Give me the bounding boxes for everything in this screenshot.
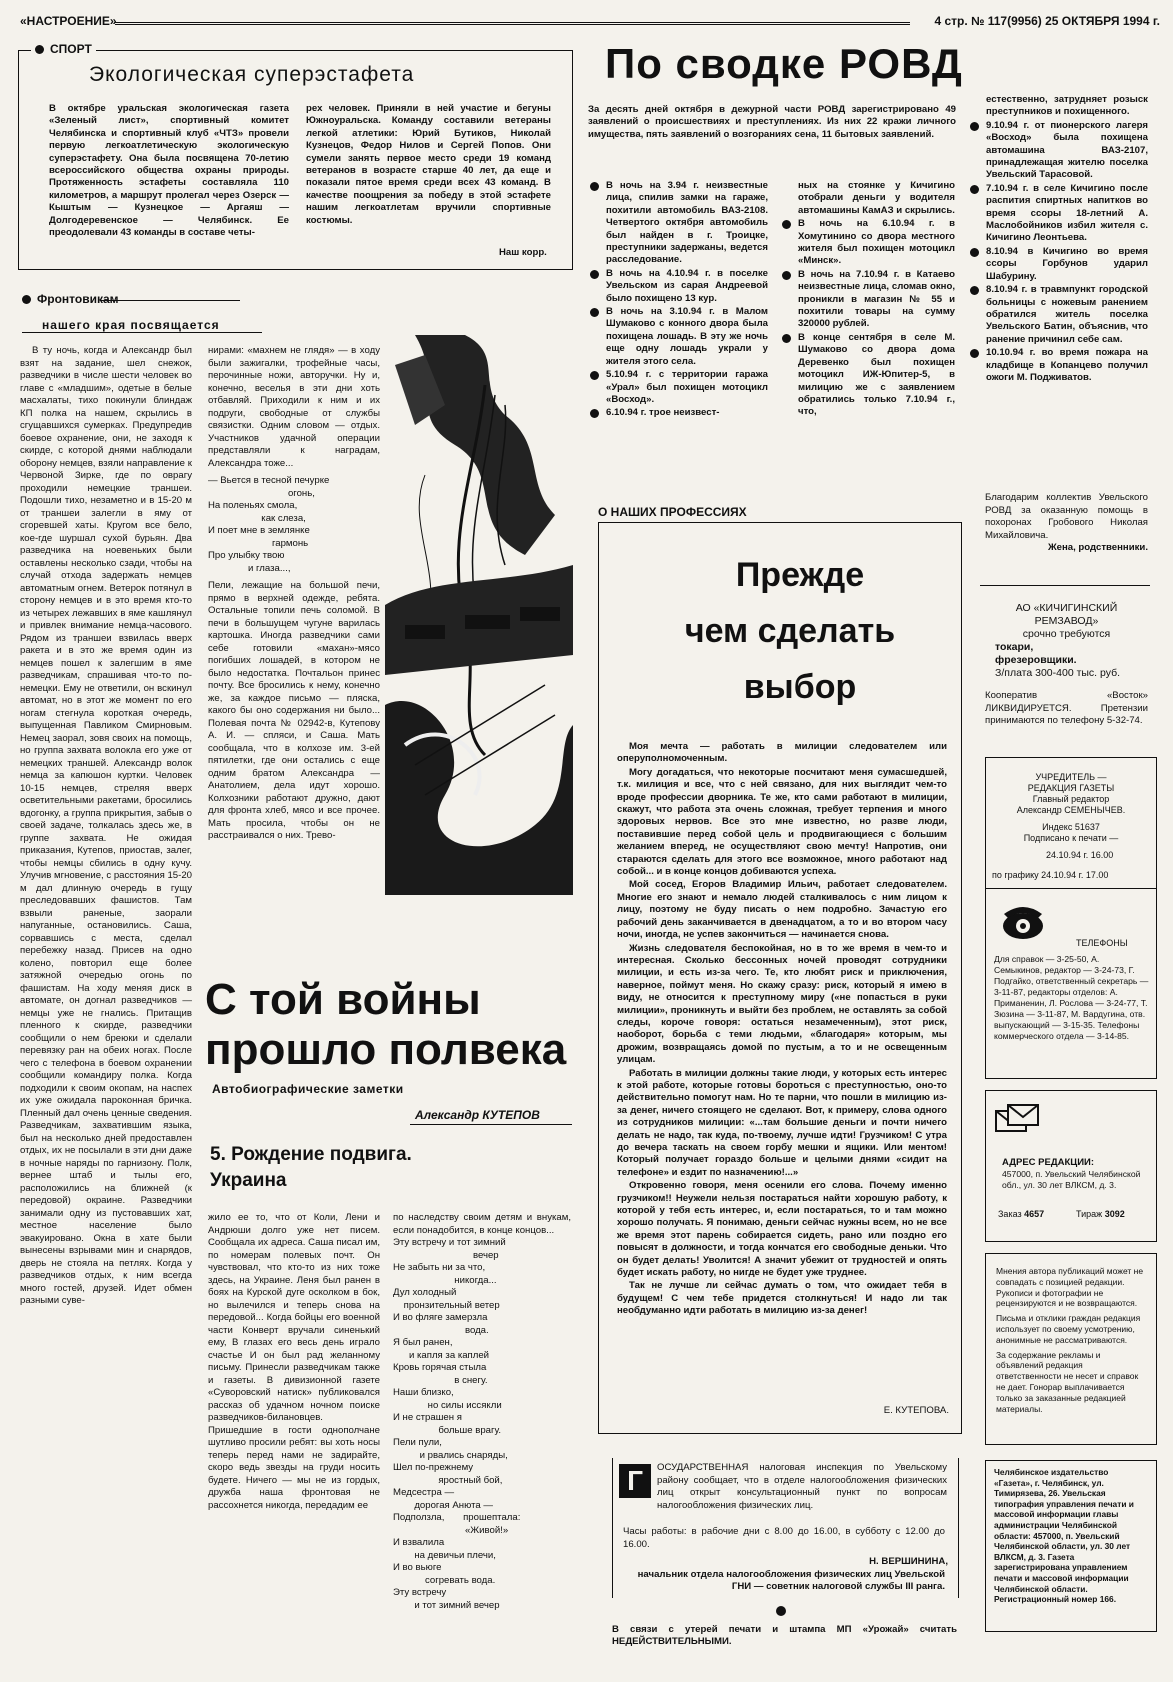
envelope-icon (994, 1103, 1040, 1137)
prof-title: Прежде чем сделать выбор (684, 556, 896, 706)
printer-box (985, 1460, 1157, 1632)
rovd-item: 8.10.94 г. в травмпункт городской больницы с ножевым ранением обратился житель поселка Увельского Батин, объяснив, что ранение причинил себе сам. (968, 284, 1148, 346)
order-info: Заказ 4657 (998, 1209, 1045, 1219)
prof-box (598, 522, 962, 1434)
front-col2a: нирами: «махнем не глядя» — в ходу были зажигалки, трофейные часы, перочинные ножи, авторучки. Ну и, конечно, веселья в эти дни хоть отбавляй. Приходили к ним и их подруги, свободные от службы связистки. Одним словом — отдых. Участников удачной операции представляли к наградам, Александра тоже... (208, 345, 380, 469)
masthead-rule (115, 22, 910, 25)
telephone-icon (1000, 900, 1046, 940)
rubric-rule (100, 300, 240, 301)
rovd-col3 (968, 94, 1148, 385)
sport-box (18, 42, 573, 270)
front-title-2: прошло полвека (205, 1025, 567, 1074)
rovd-item: 6.10.94 г. трое неизвест- (588, 407, 768, 419)
rubric-rule (22, 332, 262, 333)
bullet-icon (22, 295, 31, 304)
front-col2b: Пели, лежащие на большой печи, прямо в верхней одежде, ребята. Остальные топили печь соломой. В печи в большущем чугуне варилась картошка. Иногда разведчики сами себе готовили «махан»-мясо погибших лошадей, в котором не было недостатка. Почтальон принес почту. Все бросились к нему, конечно же, за каждое письмо — пляска, какого бы оно содержания ни было... Полевая почта № 02942-в, Кутепову А. И. — спляси, и Саша. Мать сообщала, что в колхозе им. 3-ей пятилетки, где они остались с еще одним братом Александра — Анатолием, дела идут хорошо. Колхозники работают дружно, дают для фронта хлеб, мясо и все прочее. Мать просила, чтобы он не расстраивался о них. Трево- (208, 580, 380, 841)
tax-sign-name: Н. ВЕРШИНИНА, (869, 1556, 948, 1567)
front-col1: В ту ночь, когда и Александр был взят на задание, шел снежок, разведчики в числе шести человек во главе с «младшим», одетые в белые масхалаты, тихо покинули блиндаж КП полка на нашем, скрылись в сгущавшихся сумерках. Предупредив боевое охранение, они, не заходя к скирде, с которой днями наблюдали оборону немцев, взяли направление к Червоной Зирке, где по оврагу проходили немецкие траншеи. Подошли тихо, незаметно и в 15-20 м от траншеи залегли в яму от сгоревшей хаты. Кругом все бело, кое-где шуршал сухой бурьян. Два разведчика на ноевеньких были оставлены несколько сзади, чтобы на случай отхода задержать немцев автоматным огнем. Ветерок потянул в сторону немцев и в это время кто-то из четырех лежавших в яме кашлянул и привлек внимание немца-часового. Рядом из траншеи взвилась вверх ракета и в это же время один из немцев пошел к залегшим в яме разведчикам, спрашивая что-то по-немецки. Ему не ответили, он вскинул автомат, но в этот же момент по его ногам стегнула короткая очередь, выпущенная Павликом Смирновым. Немец заорал, зовя своих на помощь, но группа захвата волокла его уже от немецких траншей. Александр волок немца за капюшон куртки. Человек 10-15 немцев, стреляя вверх осветительными ракетами, бросились вдогонку, а группа прикрытия, забыв о своей задаче, толкалась здесь же, в группе захвата. Не ожидая приказания, Кутепов, приостав, залег, чтобы немцы сбились в одну кучу. Улучив мгновение, с расстояния 15-20 м дал длинную очередь в гущу преследовавших фашистов. Там взвыли раненые, заорали напуганные, остановились. Саша, сорвавшись с места, сделал перебежку назад. Присев на одно колено, повторил еще более затяжной очередью огонь по фашистам. На ходу меняя диск в автомате, он догнал разведчиков — немцы уже не гнались. Притащив пленного к скирде, разведчики сообщили о нем бреюки и сделали перевязку ран на обеих ногах. После чего с телефона в боевом охранении сообщили командиру полка. Когда подходили к своим окопам, на наспех их уже ожидала пароконная бричка. Пленный дал очень ценные сведения. Разведчикам, захватившим языка, был на несколько дней предоставлен отдых, их не посылали в эти дни даже в ночные наряды по гарнизону. Полк, вернее штаб и тылы его, расположились на ближней (к передовой) окраине. Разведчики занимали одну из пустовавших хат, местное население было эвакуировано. Окна в хате были вынесены взрывами мин и снарядов, дверь не стояла на петлях. Когда у разведчиков отдых, к ним всегда много гостей, друзей. Идет обмен разными суве- (20, 345, 192, 1306)
sport-rubric: СПОРТ (31, 42, 96, 56)
front-verse1: — Вьется в тесной печурке огонь, На поленьях смола, как слеза, И поет мне в землянке гармонь Про улыбку твою и глаза..., (208, 475, 330, 574)
paper-name: «НАСТРОЕНИЕ» (20, 14, 117, 28)
bullet-icon (35, 45, 44, 54)
founder-box (985, 757, 1157, 1079)
front-chapter: 5. Рождение подвига. Украина (210, 1144, 412, 1191)
issue-info: 4 стр. № 117(9956) 25 ОКТЯБРЯ 1994 г. (934, 14, 1160, 28)
rovd-col1 (588, 180, 768, 421)
rovd-item: 8.10.94 в Кичигино во время ссоры Горбунов ударил Шабурину. (968, 246, 1148, 283)
rovd-item: 7.10.94 г. в селе Кичигино после распития спиртных напитков во время ссоры 18-летний А. Маслобойников избил жителя с. Кичигино Леонтьева. (968, 183, 1148, 245)
front-col4 (393, 1212, 571, 1612)
run-info: Тираж 3092 (1076, 1209, 1125, 1219)
ad-box: АО «КИЧИГИНСКИЙ РЕМЗАВОД» срочно требуются токари, фрезеровщики. З/плата 300-400 тыс. руб. Кооператив «Восток» ЛИКВИДИРУЕТСЯ. Претензии принимаются по телефону 5-32-74. (985, 602, 1148, 726)
sidebar-rule (980, 585, 1150, 586)
sport-col2: рех человек. Приняли в ней участие и бегуны Южноуральска. Команду составили ветераны легкой атлетики: Юрий Бутиков, Николай Кузнецов, Федор Нилов и Сергей Попов. Они сумели занять первое место среди 19 команд ветеранов в возрасте старше 40 лет, да еще и показали пятое время среди всех 43 команд. В качестве поощрения за победу в этой эстафете нашим легкоатлетам вручили спортивные костюмы. (306, 103, 551, 226)
phones-title: ТЕЛЕФОНЫ (1076, 938, 1128, 948)
bullet-icon (776, 1606, 786, 1616)
masthead-strip (20, 14, 1160, 30)
front-col4-text: по наследству своим детям и внукам, если понадобится, в конце концов... (393, 1212, 571, 1236)
founder-divider (986, 888, 1156, 889)
sport-sign: Наш корр. (499, 247, 547, 258)
stamp-notice: В связи с утерей печати и штампа МП «Урожай» считать НЕДЕЙСТВИТЕЛЬНЫМИ. (612, 1624, 957, 1648)
address-title: АДРЕС РЕДАКЦИИ: (1002, 1157, 1095, 1168)
prof-sign: Е. КУТЕПОВА. (883, 1405, 949, 1416)
front-headline (205, 975, 575, 1075)
rovd-col2 (780, 180, 955, 420)
rovd-item: В ночь на 7.10.94 г. в Катаево неизвестные лица, сломав окно, проникли в магазин № 55 и похитили товары на сумму 320000 рублей. (780, 269, 955, 331)
rovd-list (968, 120, 1148, 385)
author-rule (410, 1124, 572, 1125)
tax-hours: Часы работы: в рабочие дни с 8.00 до 16.00, в субботу с 12.00 до 16.00. (623, 1526, 945, 1550)
war-illustration-graphic (385, 325, 573, 895)
founder-lines: УЧРЕДИТЕЛЬ — РЕДАКЦИЯ ГАЗЕТЫ Главный редактор Александр СЕМЕНЫЧЕВ. Индекс 51637 Подписано к печати — (1016, 772, 1126, 843)
phones-list: Для справок — 3-25-50, А. Семыкинов, редактор — 3-24-73, Г. Подгайко, ответственный секретарь — 3-11-87, редакторы отделов: А. Приманенин, Л. Рослова — 3-24-77, Т. Зюзина — 3-11-87, М. Вардугина, отв. выпускающий — 3-15-35. Телефоны коммерческого отдела — 3-14-85. (994, 954, 1149, 1041)
tax-sign-role: начальник отдела налогообложения физических лиц Увельской ГНИ — советник налоговой службы III ранга. (637, 1569, 945, 1593)
founder-sched2: по графику 24.10.94 г. 17.00 (992, 870, 1109, 880)
rovd-item: 10.10.94 г. во время пожара на кладбище в Копанцево получил ожоги М. Подживатов. (968, 347, 1148, 384)
rovd-item: В конце сентября в селе М. Шумаково со двора дома Деревенко был похищен мотоцикл ИЖ-Юпитер-5, в милицию же с заявлением обратились только 7.10.94 г., что, (780, 332, 955, 419)
rovd-item: В ночь на 6.10.94 г. в Хомутинино со двора местного жителя был похищен мотоцикл «Минск». (780, 218, 955, 268)
printer-text: Челябинское издательство «Газета», г. Челябинск, ул. Тимирязева, 26. Увельская типография управления печати и массовой информации главы администрации Челябинской области: 457000, п. Увельский Челябинской области, ул. 30 лет ВЛКСМ, д. 3. Газета зарегистрирована управлением печати и массовой информации Челябинской области. Регистрационный номер 166. (994, 1467, 1134, 1605)
sport-title: Экологическая суперэстафета (89, 63, 415, 86)
front-rubric-2: нашего края посвящается (42, 318, 220, 332)
front-col3: жило ее то, что от Коли, Лени и Андрюши долго уже нет писем. Сообщала их адреса. Саша писал им, по номерам полевых почт. Он чувствовал, что кто-то из них тоже здесь, на Украине. Леня был ранен в боях на Курской дуге осколком в бок, но вылечился и теперь снова на передовой... Когда бойцы его военной части Конверт вручали синенький ему, В глазах его весь день играло счастье И он был рад желанному письму. Принесли разведчикам также и газеты. В дивизионной газете «Суворовский натиск» публиковался рассказ об удачном ночном поиске разведчиков-билановцев. Пришедшие в гости однополчане шутливо просили ребят: вы хоть носы теперь перед нами не задирайте, скоро ведь звезды на груди носить будете. Ничего — мы не из гордых, дружба наша фронтовая не рассохнется никогда, передадим ее (208, 1212, 380, 1511)
address-box (985, 1090, 1157, 1242)
rovd-title: По сводке РОВД (605, 40, 963, 87)
rovd-item: 9.10.94 г. от пионерского лагеря «Восход» была похищена автомашина ВАЗ-2107, принадлежащая жителю поселка Увельский Тарасовой. (968, 120, 1148, 182)
disclaimer-text: Мнения автора публикаций может не совпадать с позицией редакции. Рукописи и фотографии не рецензируются и не возвращаются. Письма и отклики граждан редакция использует по своему усмотрению, анонимные не рассматриваются. За содержание рекламы и объявлений редакция ответственности не несет и справок не дает. Гонорар выплачивается только за заказанные редакцией материалы. (996, 1266, 1144, 1414)
war-illustration (385, 325, 573, 895)
front-verse2: Эту встречу и тот зимний вечер Не забыть ни за что, никогда... Дул холодный пронзительный ветер И во фляге замерзла вода. Я был ранен, и капля за каплей Кровь горячая стыла в снегу. Наши близко, но силы иссякли И не страшен я больше врагу. Пели пули, и рвались снаряды, Шел по-прежнему яростный бой, Медсестра — дорогая Анюта — Подползла, прошептала: «Живой!» И взвалила на девичьи плечи, И во вьюге согревать вода. Эту встречу и тот зимний вечер (393, 1237, 521, 1611)
rovd-continuation: ных на стоянке у Кичигино отобрали деньги у водителя автомашины КамАЗ и скрылись. (798, 180, 955, 216)
dropcap: Г (619, 1464, 651, 1498)
front-title-1: С той войны (205, 975, 481, 1024)
rovd-intro: За десять дней октября в дежурной части РОВД зарегистрировано 49 заявлений о происшествиях и преступлениях. Из них 22 кражи личного имущества, пять заявлений о возгораниях сена, 11 бытовых заявлений. (588, 104, 956, 140)
thanks-notice: Благодарим коллектив Увельского РОВД за оказанную помощь в похоронах Гробового Николая Михайловича. Жена, родственники. (985, 492, 1148, 553)
tax-text: ОСУДАРСТВЕННАЯ налоговая инспекция по Увельскому району сообщает, что в отделе налогообложения физических лиц открыт консультационный пункт по вопросам налогообложения физических лиц. (657, 1462, 947, 1511)
front-author: Александр КУТЕПОВ (415, 1108, 540, 1122)
front-rubric: Фронтовикам (22, 292, 119, 306)
rovd-item: В ночь на 3.10.94 г. в Малом Шумаково с конного двора была похищена лошадь. В эту же ночь еще одну лошадь украли у жителя этого села. (588, 306, 768, 368)
rovd-continuation: естественно, затрудняет розыск преступников и похищенного. (986, 94, 1148, 118)
rovd-item: 5.10.94 г. с территории гаража «Урал» был похищен мотоцикл «Восход». (588, 369, 768, 406)
prof-text: Моя мечта — работать в милиции следователем или оперуполномоченным. Могу догадаться, что некоторые посчитают меня сумасшедшей, т.к. милиция и все, что с ней связано, для них выглядит чем-то вроде профессии дворника. Те же, кто сами работают в милиции, скажут, что работа эта очень сложная, требует терпения и много здоровых нервов. Все это мне известно, но разве люди, поставившие перед собой цель и продвигающиеся с большим желанием вперед, не осуществляют свою мечту! Напротив, они стараются сделать для этого все возможное, много работают над собой... и в конце концов добиваются успеха. Мой сосед, Егоров Владимир Ильич, работает следователем. Многие его знают и немало людей сталкивалось с ним лицом к лицу, поэтому не буду писать о нем подробно. Зачастую его рабочий день заканчивается в двенадцатом, а то и во втором часу ночи, иногда, не успев закончиться — начинается снова. Жизнь следователя беспокойная, но в то же время в чем-то и интересная. Сколько бессонных ночей проводят сотрудники милиции, и есть из-за чего. Те, кто любят риск и приключения, наверное, поймут меня. Но скажу сразу: риск, который я имею в виду, не относится к преступному миру («не попасться в руки милиции», проникнуть и выйти без проблем, не оставлять за собой следы, короче говоря: остаться незамеченным), этот риск, наоборот, борьба с теми людьми, «благодаря» которым, мы дрожим, возвращаясь домой по пустым, а то и не освещенным улицам. Работать в милиции должны такие люди, у которых есть интерес к этой работе, которые готовы бороться с преступностью, оно-то действительно помогут нам. Но те парни, что пошли в милицию из-за денег, ничего стоящего не сделают. Вот, к примеру, слова одного из сотрудников милиции: «...там большие деньги и почти ничего делать не надо, так куда, по-твоему, лучше идти! Грузчиком! С утра до вечера таскать на своем горбу мешки и ящики. Или ментом! Который получает гораздо больше и целыми днями «сидит на телефоне» и ездит по назначению!...» Откровенно говоря, меня осенили его слова. Почему именно грузчиком!! Неужели нельзя постараться найти хорошую работу, к которой у тебя есть интерес, и, если постараться, то и там можно хорошо получать. Я понимаю, деньги сейчас нужны всем, но не все же время этот парень собирается сидеть, рано или поздно его повысят в должности, и тогда кончатся его свободные деньки. Что он будет делать! Уволится! А значит убежит от трудностей и опять будет искать работу, но нигде не будет уже труднее. Так не лучше ли сейчас думать о том, что ожидает тебя в будущем! С чем тебе придется столкнуться! И надо ли так необдуманно идти работать в милицию из-за денег! (617, 741, 947, 1317)
tax-notice (612, 1458, 959, 1598)
rovd-list (780, 218, 955, 419)
rovd-item: В ночь на 4.10.94 г. в поселке Увельском из сарая Андреевой было похищено 13 кур. (588, 268, 768, 305)
disclaimer-box (985, 1253, 1157, 1445)
sport-col1: В октябре уральская экологическая газета «Зеленый лист», спортивный комитет Челябинска и спортивный клуб «ЧТЗ» провели первую легкоатлетическую экологическую суперэстафету. Она была посвящена 70-летию всероссийского общества охраны природы. Протяженность эстафеты составляла 110 километров, а маршрут пролегал через Озерск — Кыштым — Кузнецкое — Аргаяш — Долгодеревенское — Челябинск. Ее преодолевали 43 команды в составе четы- (49, 103, 289, 239)
founder-sched1: 24.10.94 г. 16.00 (1046, 850, 1114, 860)
address-text: 457000, п. Увельский Челябинской обл., ул. 30 лет ВЛКСМ, д. 3. (1002, 1169, 1141, 1190)
prof-rubric: О НАШИХ ПРОФЕССИЯХ (598, 505, 747, 519)
rovd-item: В ночь на 3.94 г. неизвестные лица, спилив замки на гараже, похитили автомобиль ВАЗ-2108. Четвертого октября автомобиль был найден в г. Троицке, преступники задержаны, ведется расследование. (588, 180, 768, 267)
front-subtitle: Автобиографические заметки (212, 1082, 404, 1096)
